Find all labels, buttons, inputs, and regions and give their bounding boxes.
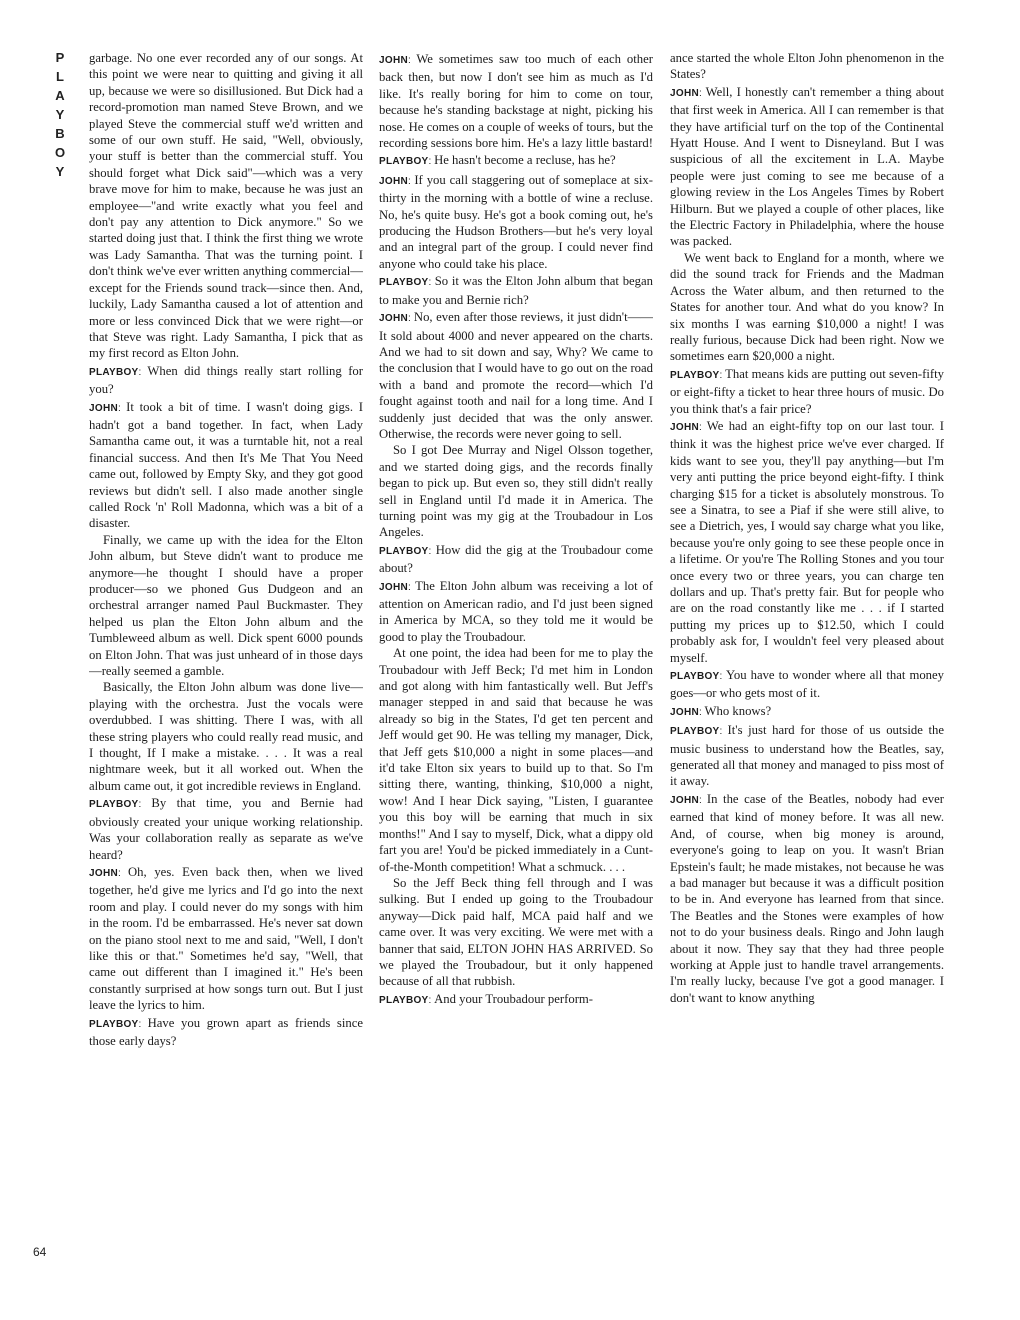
speaker-label: PLAYBOY: [670, 369, 720, 381]
magazine-side-label: [48, 48, 72, 198]
side-label-letter: Y: [55, 107, 65, 122]
body-paragraph: [670, 50, 944, 83]
side-label-letter: P: [55, 50, 65, 65]
paragraph-text: That means kids are putting out seven-fifty or eight-fifty a ticket to hear three hours of music. Do you think that's a fair price?: [670, 366, 944, 416]
side-label-letter: O: [54, 145, 66, 160]
speaker-label: PLAYBOY: [379, 156, 429, 168]
speaker-label: JOHN: [379, 313, 408, 325]
speaker-label: PLAYBOY: [379, 277, 429, 289]
interview-exchange: JOHN: It took a bit of time. I wasn't doing gigs. I hadn't got a band together. In fact, when Lady Samantha came out, it was a turntable hit, not a real financial success. And then It's Me That You Need came out, followed by Empty Sky, and they got good reviews but didn't sell. I also made another single called Rock 'n' Roll Madonna, which was a bit of a disaster.: [89, 399, 363, 531]
paragraph-text: He hasn't become a recluse, has he?: [434, 153, 616, 168]
paragraph-text: So it was the Elton John album that began to make you and Bernie rich?: [379, 274, 653, 307]
paragraph-text: Well, I honestly can't remember a thing about that first week in America. All I can remember is that they have artificial turf on the top of the Continental Hyatt House. And I went to Disneyland. But I was suspicious of all the excitement in L.A. Maybe people were just coming to see me because of a glowing review in the Los Angeles Times by Robert Hilburn. But we played a couple of other places, like the Electric Factory in Philadelphia, where the house was packed.: [670, 84, 944, 249]
speaker-label: PLAYBOY: [670, 671, 720, 683]
body-paragraph: [379, 645, 653, 875]
paragraph-text: garbage. No one ever recorded any of our songs. At this point we were near to quitting and giving it all up, because we were so disillusioned. But Dick had a record-promotion man named Steve Brown, and we played Steve the commercial stuff we'd written and some of our own stuff. He said, "Well, obviously, your stuff is better than the commercial stuff. You should forget what Dick said"—which was a very brave move for him to make, because he was just an employee—"and write exactly what you feel and don't pay any attention to Dick anymore." So we started doing just that. I think the first thing we wrote was Lady Samantha. That was the turning point. I don't think we've ever written anything commercial—except for the Friends sound track—since then. And, luckily, Lady Samantha caused a lot of attention and more or less convinced Dick that we were right—or that Steve was right. Lady Samantha, I pick that as my first record as Elton John.: [89, 51, 363, 361]
paragraph-text: At one point, the idea had been for me to play the Troubadour with Jeff Beck; I'd met him in London and got along with him fantastically well. But Jeff's manager stepped in and said that because he was already so big in the States, I'd get ten percent and Jeff would get 90. He was telling my manager, Dick, that Jeff gets $10,000 a night in some places—and it'd take Elton six years to build up to that. So I'm sitting there, wanting, thinking, $10,000 a night, wow! And I hear Dick saying, "Listen, I guarantee you this boy will be earning that much in six months!" And I say to myself, Dick, what a dippy old fart you are! You'd be picked immediately in a Cunt-of-the-Month competition! What a schmuck. . . .: [379, 646, 653, 874]
paragraph-text: No, even after those reviews, it just didn't—— It sold about 4000 and never appeared on the charts. And we had to sit down and say, Why? We came to the conclusion that I would have to go out on the road with a band and promote the record—which I'd fought against tooth and nail for a long time. And I suddenly just decided that was the only answer. Otherwise, the records were never going to sell.: [379, 310, 653, 441]
interview-exchange: JOHN: Who knows?: [670, 703, 772, 718]
text-column-1: [89, 50, 363, 1265]
interview-exchange: JOHN: Oh, yes. Even back then, when we lived together, he'd give me lyrics and I'd go into the next room and play. I could never do my songs with him in the room. I'd be embarrassed. He's never sat down on the piano stool next to me and said, "Well, I don't like this or that." Sometimes he'd say, "Well, that came out different than I imagined it." He's been constantly surprised at how songs turn out. But I just leave the lyrics to him.: [89, 864, 363, 1013]
paragraph-text: Oh, yes. Even back then, when we lived together, he'd give me lyrics and I'd go into the next room and play. I could never do my songs with him in the room. I'd be embarrassed. He's never sat down on the piano stool next to me and said, "Well, I don't like this or that." Sometimes he'd say, "Well, that came out different than I imagined it." He's been constantly surprised at how songs turn out. But I just leave the lyrics to him.: [89, 864, 363, 1013]
interview-exchange: PLAYBOY: By that time, you and Bernie had obviously created your unique working relationship. Was your collaboration really as separate as we've heard?: [89, 796, 363, 862]
paragraph-text: And your Troubadour perform-: [434, 991, 594, 1006]
paragraph-text: In the case of the Beatles, nobody had ever earned that kind of money before. It was all new. And, of course, when big money is around, everyone's going to leap on you. It wasn't Brian Epstein's fault; he made mistakes, not because he was a bad manager but because it was a difficult position to be in. And everyone has learned from that since. The Beatles and the Stones were examples of how not to do your business deals. Ringo and John laugh about it now. They say that they had three people working at Apple just to handle travel arrangements. I'm really lucky, because I've got a good manager. I don't want to know anything: [670, 791, 944, 1005]
paragraph-text: You have to wonder where all that money goes—or who gets most of it.: [670, 668, 944, 701]
paragraph-text: It's just hard for those of us outside the music business to understand how the Beatles, say, generated all that money and managed to piss most of it away.: [670, 723, 944, 789]
interview-exchange: JOHN: We had an eight-fifty top on our last tour. I think it was the highest price we've ever charged. If kids want to see you, they'll pay anything—but I'm very anti putting the price beyond eight-fifty. I think charging $15 for a ticket is absolutely monstrous. To see a Sinatra, to see a Piaf if she were still alive, to see a Dietrich, yes, I would say charge what you like, because you're only going to see these people once in a lifetime. Or you're The Rolling Stones and you tour once every two or three years, you can charge ten dollars and up. That's pretty fair. But for people who are on the road constantly like me . . . if I started putting my prices up to $12.50, which I could probably ask for, I wouldn't feel very pleased about myself.: [670, 418, 944, 665]
paragraph-text: Have you grown apart as friends since those early days?: [89, 1015, 363, 1048]
paragraph-text: The Elton John album was receiving a lot of attention on American radio, and I'd just been signed in America by MCA, so they told me it would be good to play the Troubadour.: [379, 578, 653, 644]
speaker-label: JOHN: [89, 402, 118, 414]
interview-exchange: JOHN: We sometimes saw too much of each other back then, but now I don't see him as much as I'd like. It's really boring for him to come on tour, because he's standing backstage at night, picking his nose. He comes on a couple of weeks of tours, but the recording sessions bore him. He's a lazy little bastard!: [379, 52, 653, 151]
text-column-2: [379, 50, 653, 1265]
side-label-letter: Y: [55, 164, 65, 179]
speaker-label: JOHN: [670, 706, 699, 718]
speaker-label: JOHN: [379, 55, 408, 66]
interview-exchange: PLAYBOY: You have to wonder where all that money goes—or who gets most of it.: [670, 668, 944, 701]
speaker-label: PLAYBOY: [89, 366, 139, 378]
paragraph-text: By that time, you and Bernie had obviously created your unique working relationship. Was your collaboration really as separate as we've heard?: [89, 796, 363, 862]
interview-exchange: JOHN: In the case of the Beatles, nobody had ever earned that kind of money before. It was all new. And, of course, when big money is around, everyone's going to leap on you. It wasn't Brian Epstein's fault; he made mistakes, not because he was a bad manager but because it was a difficult position to be in. And everyone has learned from that since. The Beatles and the Stones were examples of how not to do your business deals. Ringo and John laugh about it now. They say that they had three people working at Apple just to handle travel arrangements. I'm really lucky, because I've got a good manager. I don't want to know anything: [670, 791, 944, 1005]
speaker-label: PLAYBOY: [379, 994, 429, 1006]
paragraph-text: So the Jeff Beck thing fell through and I was sulking. But I ended up going to the Troubadour anyway—Dick paid half, MCA paid half and we came over. It was very exciting. We were met with a banner that said, ELTON JOHN HAS ARRIVED. So we played the Troubadour, but it only happened because of all that rubbish.: [379, 875, 653, 989]
paragraph-text: So I got Dee Murray and Nigel Olsson together, and we started doing gigs, and the records finally began to pick up. But even so, they still didn't really sell in England until I'd made it in America. The turning point was my gig at the Troubadour in Los Angeles.: [379, 443, 653, 540]
paragraph-text: If you call staggering out of someplace at six-thirty in the morning with a bottle of wine a recluse. No, he's quite busy. He's got a book coming out, he's producing the Hudson Brothers—but he's very loyal and an integral part of the group. I could never find anyone who could take his place.: [379, 172, 653, 271]
interview-exchange: PLAYBOY: He hasn't become a recluse, has he?: [379, 153, 616, 168]
side-label-letter: L: [56, 69, 64, 84]
interview-exchange: JOHN: No, even after those reviews, it just didn't—— It sold about 4000 and never appeared on the charts. And we had to sit down and say, Why? We came to the conclusion that I would have to go out on the road with a band and promote the record—which I'd fought against tooth and nail for a long time. And I suddenly just decided that was the only answer. Otherwise, the records were never going to sell.: [379, 310, 653, 441]
paragraph-text: Who knows?: [704, 703, 772, 718]
speaker-label: JOHN: [89, 867, 118, 879]
body-paragraph: [379, 442, 653, 540]
speaker-label: JOHN: [670, 421, 699, 433]
interview-exchange: PLAYBOY: So it was the Elton John album that began to make you and Bernie rich?: [379, 274, 653, 307]
speaker-label: JOHN: [670, 794, 699, 806]
paragraph-text: We went back to England for a month, where we did the sound track for Friends and the Madman Across the Water album, and then returned to the States for another tour. And what do you know? In six months I was earning $10,000 a night! I was really furious, because Dick had been right. Now we sometimes earn $20,000 a night.: [670, 250, 944, 364]
paragraph-text: ance started the whole Elton John phenomenon in the States?: [670, 51, 944, 82]
paragraph-text: How did the gig at the Troubadour come about?: [379, 542, 653, 576]
speaker-label: JOHN: [670, 87, 699, 99]
body-paragraph: [670, 250, 944, 365]
paragraph-text: We had an eight-fifty top on our last tour. I think it was the highest price we've ever charged. If kids want to see you, they'll pay anything—but I'm very anti putting the price beyond eight-fifty. I think charging $15 for a ticket is absolutely monstrous. To see a Sinatra, to see a Piaf if she were still alive, to see a Dietrich, yes, I would say charge what you like, because you're only going to see these people once in a lifetime. Or you're The Rolling Stones and you tour once every two or three years, you can charge ten dollars and up. That's pretty fair. But for people who are on the road constantly like me . . . if I started putting my prices up to $12.50, which I could probably ask for, I wouldn't feel very pleased about myself.: [670, 418, 944, 665]
side-label-letter: A: [55, 88, 65, 103]
interview-exchange: JOHN: Well, I honestly can't remember a thing about that first week in America. All I can remember is that they have artificial turf on the top of the Continental Hyatt House. And I went to Disneyland. But I was suspicious of all the excitement in L.A. Maybe people were just coming to see me because of a glowing review in the Los Angeles Times by Robert Hilburn. But we played a couple of other places, like the Electric Factory in Philadelphia, where the house was packed.: [670, 84, 944, 249]
interview-exchange: PLAYBOY: How did the gig at the Troubadour come about?: [379, 542, 653, 576]
interview-exchange: PLAYBOY: And your Troubadour perform-: [379, 991, 594, 1006]
interview-exchange: PLAYBOY: Have you grown apart as friends since those early days?: [89, 1015, 363, 1048]
speaker-label: JOHN: [379, 581, 408, 593]
speaker-label: PLAYBOY: [89, 1018, 139, 1030]
paragraph-text: When did things really start rolling for you?: [89, 363, 363, 397]
speaker-label: PLAYBOY: [379, 545, 429, 557]
body-paragraph: [89, 50, 363, 362]
body-paragraph: [89, 532, 363, 680]
interview-exchange: PLAYBOY: When did things really start rolling for you?: [89, 363, 363, 397]
side-label-letter: B: [55, 126, 65, 141]
speaker-label: JOHN: [379, 175, 408, 187]
body-paragraph: [89, 679, 363, 794]
interview-exchange: PLAYBOY: That means kids are putting out seven-fifty or eight-fifty a ticket to hear three hours of music. Do you think that's a fair price?: [670, 366, 944, 416]
interview-exchange: JOHN: If you call staggering out of someplace at six-thirty in the morning with a bottle of wine a recluse. No, he's quite busy. He's got a book coming out, he's producing the Hudson Brothers—but he's very loyal and an integral part of the group. I could never find anyone who could take his place.: [379, 172, 653, 271]
paragraph-text: We sometimes saw too much of each other back then, but now I don't see him as much as I'd like. It's really boring for him to come on tour, because he's standing backstage at night, picking his nose. He comes on a couple of weeks of tours, but the recording sessions bore him. He's a lazy little bastard!: [379, 52, 653, 151]
paragraph-text: It took a bit of time. I wasn't doing gigs. I hadn't got a band together. In fact, when Lady Samantha came out, it was a turntable hit, not a real financial success. And then It's Me That You Need came out, followed by Empty Sky, and they got good reviews but didn't sell. I also made another single called Rock 'n' Roll Madonna, which was a bit of a disaster.: [89, 399, 363, 531]
paragraph-text: Finally, we came up with the idea for the Elton John album, but Steve didn't want to produce me anymore—he thought I should have a proper producer—so we phoned Gus Dudgeon and an orchestral arranger named Paul Buckmaster. They helped us plan the Elton John album and the Tumbleweed album as well. Dick spent 6000 pounds on Elton John. That was just unheard of in those days—really seemed a gamble.: [89, 532, 363, 679]
paragraph-text: Basically, the Elton John album was done live—playing with the orchestra. Just the vocals were overdubbed. I was shitting. There I was, with all these string players who could really read music, and I thought, If I make a mistake. . . . It was a real nightmare week, but it all worked out. When the album came out, it got incredible reviews in England.: [89, 680, 363, 793]
speaker-label: PLAYBOY: [670, 726, 720, 738]
text-column-3: [670, 50, 944, 1265]
interview-exchange: JOHN: The Elton John album was receiving a lot of attention on American radio, and I'd just been signed in America by MCA, so they told me it would be good to play the Troubadour.: [379, 578, 653, 644]
interview-exchange: PLAYBOY: It's just hard for those of us outside the music business to understand how the Beatles, say, generated all that money and managed to piss most of it away.: [670, 723, 944, 789]
body-paragraph: [379, 875, 653, 990]
speaker-label: PLAYBOY: [89, 799, 139, 811]
page-number: 64: [33, 1245, 47, 1259]
